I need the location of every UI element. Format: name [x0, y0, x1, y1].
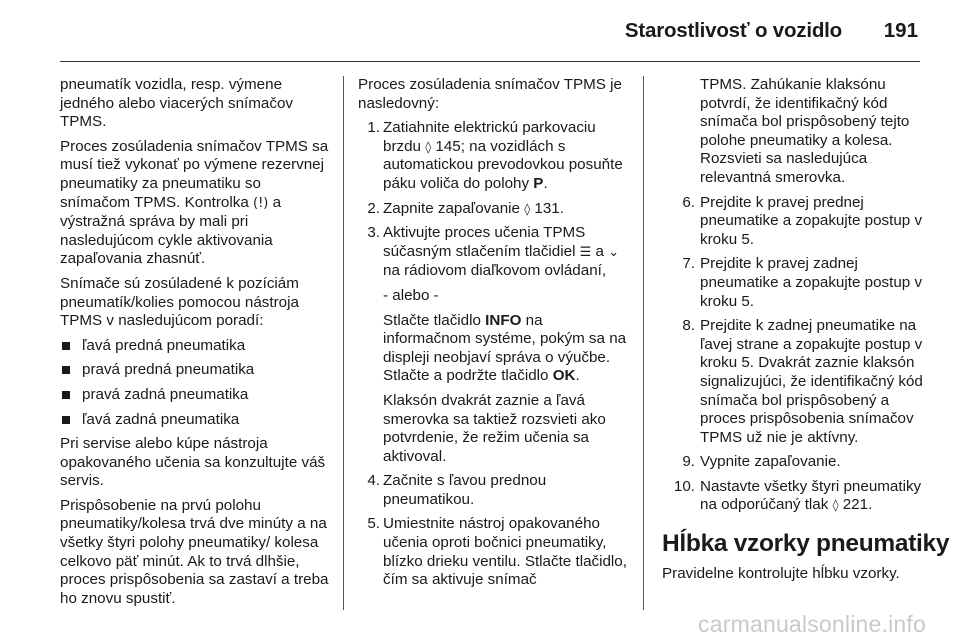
- page-ref-icon: ◊: [832, 498, 839, 513]
- list-item: 5. Umiestnite nástroj opakovaného učenia oproti bočnici pneumatiky, blízko drieku ventilu. Stlačte tlačidlo, čím sa aktivuje snímač: [367, 515, 627, 589]
- list-item: 2. Zapnite zapaľovanie ◊ 131.: [367, 199, 564, 217]
- paragraph: Prispôsobenie na prvú polohu pneumatiky/kolesa trvá dve minúty a na všetky štyri polohy pneumatiky/ kolesa celkovo päť minút. Ak to trvá dlhšie, proces prispôsobenia sa zastaví a treba ho znovu spustiť.: [60, 496, 329, 607]
- page-number: 191: [883, 19, 918, 42]
- paragraph: Proces zosúladenia snímačov TPMS sa musí tiež vykonať po výmene rezervnej pneumatiky za pneumatiku so snímačom TPMS. Kontrolka (!) a výstražná správa by mali pri nasledujúcom cykle aktivovania zapaľovania zhasnúť.: [60, 137, 329, 268]
- page-ref-icon: ◊: [425, 139, 432, 154]
- paragraph: pneumatík vozidla, resp. výmene jedného alebo viacerých snímačov TPMS.: [60, 76, 294, 131]
- list-item: ľavá predná pneumatika: [60, 337, 330, 356]
- paragraph: Pravidelne kontrolujte hĺbku vzorky.: [662, 565, 900, 583]
- watermark: carmanualsonline.info: [698, 611, 926, 637]
- column-divider: [643, 76, 644, 610]
- tpms-warning-icon: (!): [253, 195, 269, 211]
- list-item: ľavá zadná pneumatika: [60, 411, 330, 430]
- text-column-3: [662, 76, 950, 590]
- header-divider: [60, 61, 920, 62]
- page-ref[interactable]: 131: [534, 199, 560, 217]
- paragraph: Stlačte tlačidlo INFO na informačnom systéme, pokým sa na displeji neobjaví správa o výučbe. Stlačte a podržte tlačidlo OK.: [383, 311, 627, 385]
- paragraph: Pri servise alebo kúpe nástroja opakovaného učenia sa konzultujte váš servis.: [60, 435, 326, 490]
- list-item: 1. Zatiahnite elektrickú parkovaciu brzdu ◊ 145; na vozidlách s automatickou prevodovkou posuňte páku voliča do polohy P.: [367, 119, 623, 192]
- alternative-separator: - alebo -: [383, 286, 439, 304]
- page-title: Starostlivosť o vozidlo: [624, 19, 842, 42]
- procedure-steps: [358, 119, 628, 590]
- page-ref[interactable]: 145: [435, 137, 461, 155]
- down-button-icon: ⌄: [608, 244, 620, 260]
- list-item: 10. Nastavte všetky štyri pneumatiky na odporúčaný tlak ◊ 221.: [673, 477, 922, 514]
- menu-button-icon: ☰: [579, 244, 592, 260]
- page-header: [0, 0, 960, 62]
- list-item: TPMS. Zahúkanie klaksónu potvrdí, že identifikačný kód snímača bol prispôsobený tejto polohe pneumatiky a kolesa. Rozsvieti sa nasledujúca relevantná smerovka.: [700, 76, 910, 186]
- list-item: pravá zadná pneumatika: [60, 386, 330, 405]
- text-column-1: [60, 76, 330, 614]
- paragraph: Proces zosúladenia snímačov TPMS je nasledovný:: [358, 76, 622, 112]
- paragraph: Klaksón dvakrát zaznie a ľavá smerovka sa taktiež rozsvieti ako potvrdenie, že režim učenia sa aktivoval.: [383, 391, 606, 465]
- list-item: 4. Začnite s ľavou prednou pneumatikou.: [367, 472, 547, 508]
- list-item: 8. Prejdite k zadnej pneumatike na ľavej strane a zopakujte postup v kroku 5. Dvakrát zaznie klaksón signalizujúci, že identifikačný kód snímača bol prispôsobený a proces prispôsobenia snímačov TPMS už nie je aktívny.: [682, 317, 923, 446]
- page-ref[interactable]: 221: [842, 496, 869, 514]
- page-ref-icon: ◊: [524, 201, 531, 216]
- tire-order-list: [60, 337, 330, 429]
- list-item: 7. Prejdite k pravej zadnej pneumatike a zopakujte postup v kroku 5.: [682, 255, 923, 310]
- list-item: pravá predná pneumatika: [60, 361, 330, 380]
- list-item: 3. Aktivujte proces učenia TPMS súčasným stlačením tlačidiel ☰ a ⌄ na rádiovom diaľkovom ovládaní, - alebo - Stlačte tlačidlo INFO na informačnom systéme, pokým sa na displeji neobjaví správa o výučbe. Stlačte a podržte tlačidlo OK. Klaksón dvakrát zaznie a ľavá smerovka sa taktiež rozsvieti ako potvrdenie, že režim učenia sa aktivoval.: [367, 224, 627, 465]
- column-divider: [343, 76, 344, 610]
- procedure-steps-continued: [662, 76, 924, 515]
- section-heading: Hĺbka vzorky pneumatiky: [662, 530, 950, 558]
- list-item: 6. Prejdite k pravej prednej pneumatike a zopakujte postup v kroku 5.: [682, 193, 923, 248]
- list-item: 9. Vypnite zapaľovanie.: [682, 453, 841, 471]
- text-column-2: [358, 76, 628, 596]
- paragraph: Snímače sú zosúladené k pozíciám pneumatík/kolies pomocou nástroja TPMS v nasledujúcom poradí:: [60, 274, 299, 330]
